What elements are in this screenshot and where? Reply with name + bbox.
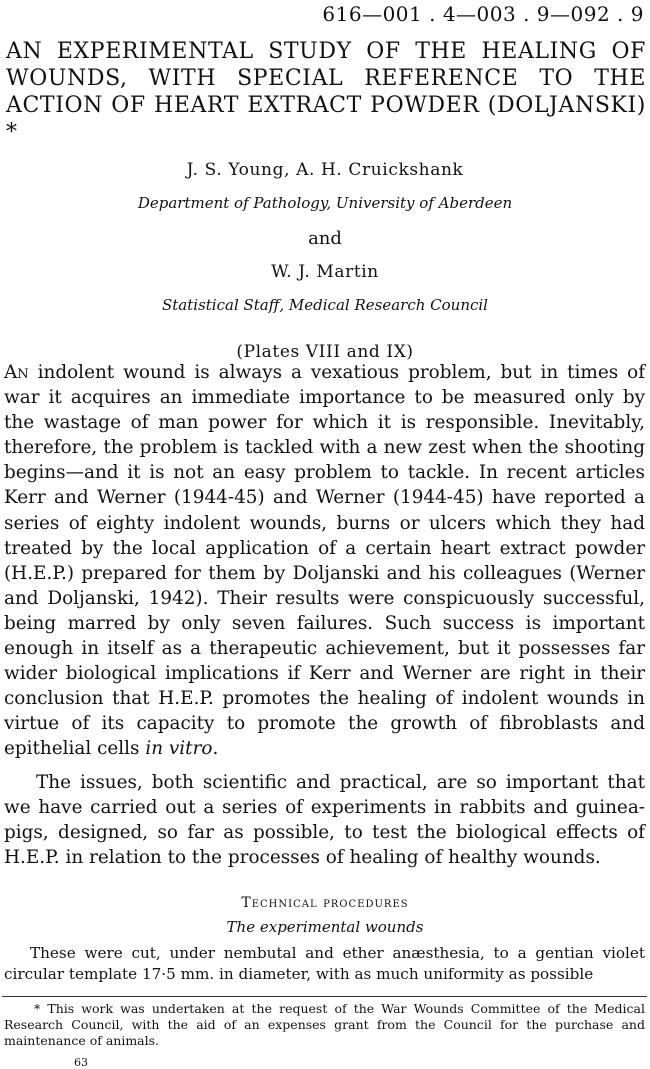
- page-number: 63: [74, 1056, 88, 1069]
- section-heading: Technical procedures: [241, 895, 409, 911]
- plates-reference: (Plates VIII and IX): [236, 342, 414, 362]
- author-line-2: W. J. Martin: [271, 262, 379, 282]
- author-conjunction: and: [308, 228, 342, 249]
- paragraph-3: These were cut, under nembutal and ether anæsthesia, to a gentian violet circular template 17·5 mm. in diameter, with as much uniformity as possible: [4, 944, 645, 983]
- footnote-divider: [2, 996, 647, 997]
- paragraph-1-lead: An: [4, 362, 29, 383]
- section-subheading: The experimental wounds: [226, 918, 424, 936]
- paragraph-2: The issues, both scientific and practical, are so important that we have carried out a series of experiments in rabbits and guinea-pigs, designed, so far as possible, to test the biological effects of H.E.P. in relation to the processes of healing of healthy wounds.: [4, 772, 645, 869]
- udc-classification: 616—001 . 4—003 . 9—092 . 9: [322, 2, 644, 26]
- paragraph-1-text: indolent wound is always a vexatious problem, but in times of war it acquires an immediate importance to be measured only by the wastage of man power for which it is responsible. Inevitably, therefore, the problem is tackled with a new zest when the shooting begins—and it is not an easy problem to tackle. In recent articles Kerr and Werner (1944-45) and Werner (1944-45) have reported a series of eighty indolent wounds, burns or ulcers which they had treated by the local application of a certain heart extract powder (H.E.P.) prepared for them by Doljanski and his colleagues (Werner and Doljanski, 1942). Their results were conspicuously successful, being marred by only seven failures. Such success is important enough in itself as a therapeutic achievement, but it possesses far wider biological implications if Kerr and Werner are right in their conclusion that H.E.P. promotes the healing of indolent wounds in virtue of its capacity to promote the growth of fibroblasts and epithelial cells: [4, 362, 645, 760]
- affiliation-2: Statistical Staff, Medical Research Council: [162, 296, 488, 314]
- paragraph-1: [4, 360, 645, 762]
- affiliation-1: Department of Pathology, University of Aberdeen: [137, 194, 513, 212]
- author-line-1: J. S. Young, A. H. Cruickshank: [186, 160, 464, 180]
- paragraph-1-end: .: [212, 738, 219, 760]
- article-title: AN EXPERIMENTAL STUDY OF THE HEALING OF WOUNDS, WITH SPECIAL REFERENCE TO THE ACTION OF HEART EXTRACT POWDER (DOLJANSKI) *: [6, 39, 646, 145]
- paragraph-1-italic: in vitro: [145, 738, 213, 760]
- footnote: * This work was undertaken at the request of the War Wounds Committee of the Medical Research Council, with the aid of an expenses grant from the Council for the purchase and maintenance of animals.: [4, 1001, 645, 1048]
